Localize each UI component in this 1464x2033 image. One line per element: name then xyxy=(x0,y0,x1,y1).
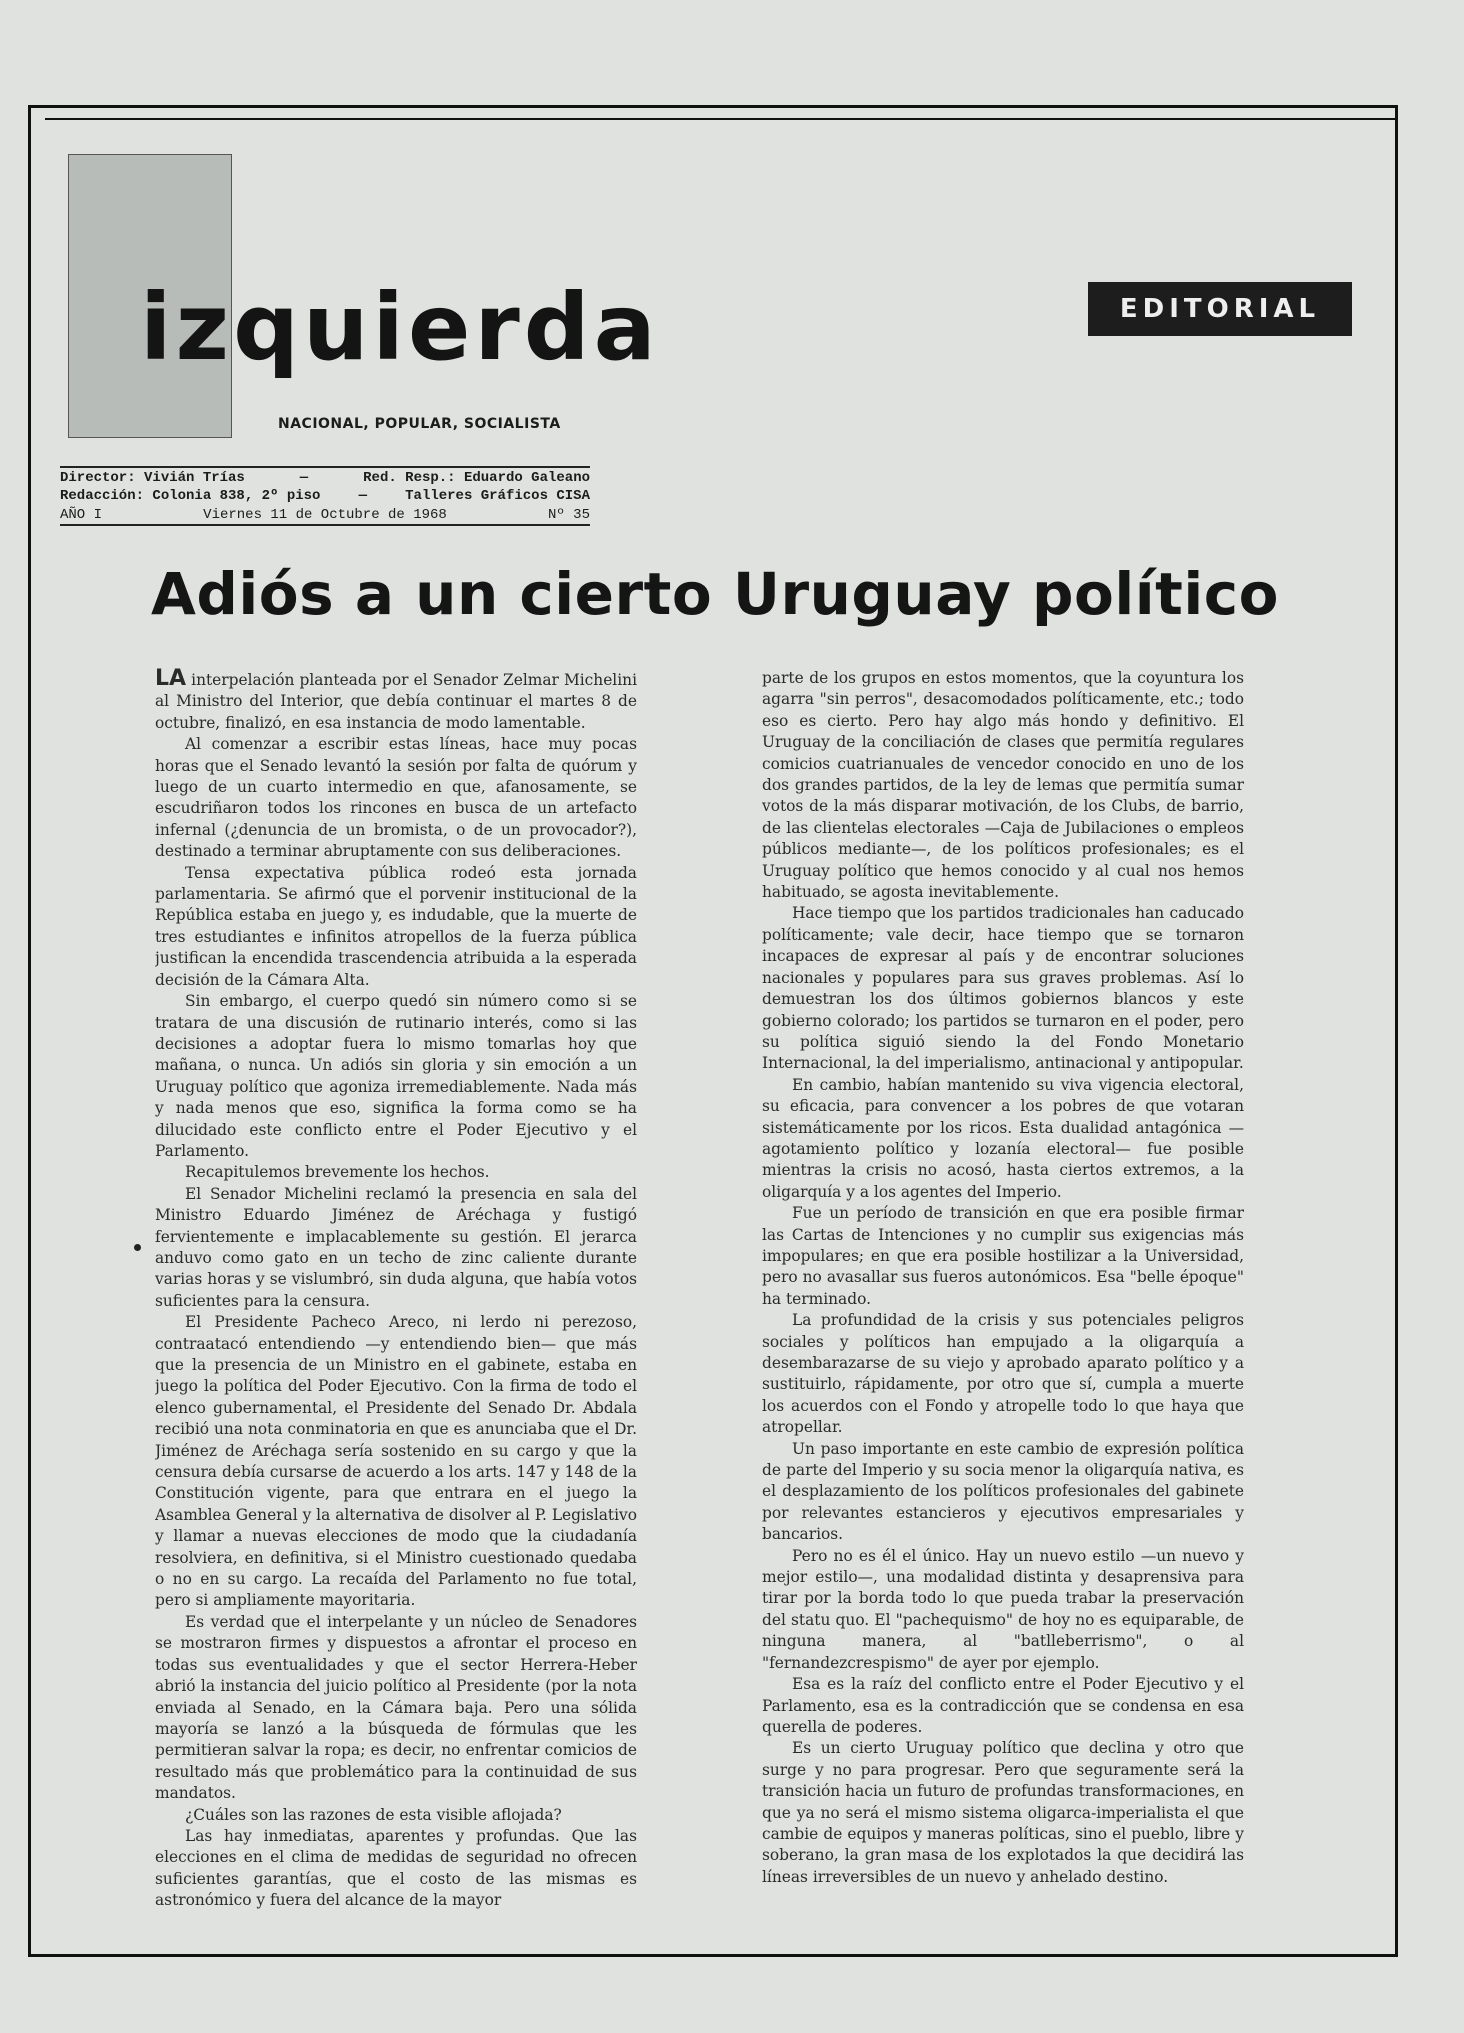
paragraph: En cambio, habían mantenido su viva vigencia electoral, su eficacia, para convencer a los pobres de que votaran sistemáticamente por los ricos. Esta dualidad antagónica —agotamiento político y lozanía electoral— fue posible mientras la crisis no acosó, hasta ciertos extremos, a la oligarquía y a los agentes del Imperio. xyxy=(762,1075,1244,1201)
article-column-right xyxy=(762,668,1244,1918)
paragraph: La profundidad de la crisis y sus potenciales peligros sociales y políticos han empujado a la oligarquía a desembarazarse de su viejo y aprobado aparato político y a sustituirlo, rápidamente, por otro que sí, cumpla a muerte los acuerdos con el Fondo y atropelle todo lo que haya que atropellar. xyxy=(762,1311,1244,1437)
info-line-3 xyxy=(60,507,590,526)
paragraph: Sin embargo, el cuerpo quedó sin número como si se tratara de una discusión de rutinario interés, como si las decisiones a adoptar fuera lo mismo tomarlas hoy que mañana, o nunca. Un adiós sin gloria y sin emoción a un Uruguay político que agoniza irremediablemente. Nada más y nada menos que eso, significa la forma como se ha dilucidado este conflicto entre el Poder Ejecutivo y el Parlamento. xyxy=(155,992,637,1160)
separator: — xyxy=(299,470,309,486)
paragraph: Esa es la raíz del conflicto entre el Poder Ejecutivo y el Parlamento, esa es la contradicción que se condensa en esa querella de poderes. xyxy=(762,1675,1244,1736)
paragraph: parte de los grupos en estos momentos, que la coyuntura los agarra "sin perros", desacomodados políticamente, etc.; todo eso es cierto. Pero hay algo más hondo y definitivo. El Uruguay de la conciliación de clases que permitía regulares comicios cuatrianuales de vencedor conocido en uno de los dos grandes partidos, de la ley de lemas que permitía sumar votos de la más disparar motivación, de los Clubs, de barrio, de las clientelas electorales —Caja de Jubilaciones o empleos públicos mediante—, de los políticos profesionales; es el Uruguay político que hemos conocido y al cual nos hemos habituado, se agosta inevitablemente. xyxy=(762,669,1244,902)
headline: Adiós a un cierto Uruguay político xyxy=(150,560,1280,628)
drop-cap: LA xyxy=(155,668,187,691)
talleres: Talleres Gráficos CISA xyxy=(405,488,590,504)
info-line-2 xyxy=(60,488,590,504)
separator: — xyxy=(358,488,367,504)
paragraph: Un paso importante en este cambio de expresión política de parte del Imperio y su socia menor la oligarquía nativa, es el desplazamiento de los políticos profesionales del gabinete por relevantes estancieros y ejecutivos empresariales y bancarios. xyxy=(762,1439,1244,1544)
paragraph: El Presidente Pacheco Areco, ni lerdo ni perezoso, contraatacó entendiendo —y entendiendo bien— que más que la presencia de un Ministro en el gabinete, estaba en juego la política del Poder Ejecutivo. Con la firma de todo el elenco gubernamental, el Presidente del Senado Dr. Abdala recibió una nota conminatoria en que es anunciaba que el Dr. Jiménez de Aréchaga sería sostenido en su cargo y que la censura debía cursarse de acuerdo a los arts. 147 y 148 de la Constitución vigente, para que entrara en el juego la Asamblea General y la alternativa de disolver al P. Legislativo y llamar a nuevas elecciones de modo que la ciudadanía resolviera, en definitiva, si el Ministro cuestionado quedaba o no en su cargo. La recaída del Parlamento no fue total, pero si ampliamente mayoritaria. xyxy=(155,1313,637,1610)
ano: AÑO I xyxy=(60,507,103,523)
paragraph: Recapitulemos brevemente los hechos. xyxy=(185,1163,490,1182)
paragraph xyxy=(155,668,637,734)
paragraph: Las hay inmediatas, aparentes y profundas. Que las elecciones en el clima de medidas de seguridad no ofrecen suficientes garantías, que el costo de las mismas es astronómico y fuera del alcance de la mayor xyxy=(155,1826,637,1910)
masthead-title: izquierda xyxy=(140,274,660,381)
director: Director: Vivián Trías xyxy=(60,470,245,486)
paragraph-text: interpelación planteada por el Senador Zelmar Michelini al Ministro del Interior, que debía continuar el martes 8 de octubre, finalizó, en esa instancia de modo lamentable. xyxy=(155,671,637,732)
paragraph: Es verdad que el interpelante y un núcleo de Senadores se mostraron firmes y dispuestos a afrontar el proceso en todas sus eventualidades y que el sector Herrera-Heber abrió la instancia del juicio político al Presidente (por la nota enviada al Senado, en la Cámara baja. Pero una sólida mayoría se lanzó a la búsqueda de fórmulas que les permitieran salvar la ropa; es decir, no enfrentar comicios de resultado más que problemático para la continuidad de sus mandatos. xyxy=(155,1612,637,1803)
paragraph: Es un cierto Uruguay político que declina y otro que surge y no para progresar. Pero que seguramente será la transición hacia un futuro de profundas transformaciones, en que ya no será el mismo sistema oligarca-imperialista el que cambie de equipos y maneras políticas, sino el pueblo, libre y soberano, la gran masa de los explotados la que decidirá las líneas irreversibles de un nuevo y anhelado destino. xyxy=(762,1739,1244,1886)
paragraph: Pero no es él el único. Hay un nuevo estilo —un nuevo y mejor estilo—, una modalidad distinta y desaprensiva para tirar por la borda todo lo que pueda trabar la preservación del statu quo. El "pachequismo" de hoy no es equiparable, de ninguna manera, al "batlleberrismo", o al "fernandezcrespismo" de ayer por ejemplo. xyxy=(762,1546,1244,1672)
fecha: Viernes 11 de Octubre de 1968 xyxy=(203,507,447,523)
red-resp: Red. Resp.: Eduardo Galeano xyxy=(363,470,590,486)
paragraph: Fue un período de transición en que era posible firmar las Cartas de Intenciones y no cumplir sus exigencias más impopulares; en que era posible hostilizar a la Universidad, pero no avasallar sus fueros autonómicos. Esa "belle époque" ha terminado. xyxy=(762,1204,1244,1308)
paragraph: Al comenzar a escribir estas líneas, hace muy pocas horas que el Senado levantó la sesión por falta de quórum y luego de un cuarto intermedio en que, afanosamente, se escudriñaron todos los rincones en busca de un artefacto infernal (¿denuncia de un bromista, o de un provocador?), destinado a terminar abruptamente con sus deliberaciones. xyxy=(155,735,637,861)
editorial-badge: EDITORIAL xyxy=(1088,282,1352,336)
article-column-left xyxy=(155,668,637,1918)
redaccion: Redacción: Colonia 838, 2º piso xyxy=(60,488,321,504)
top-rule xyxy=(45,118,1398,120)
bullet-mark xyxy=(134,1244,141,1251)
masthead-tagline: NACIONAL, POPULAR, SOCIALISTA xyxy=(278,416,561,432)
paragraph: ¿Cuáles son las razones de esta visible aflojada? xyxy=(185,1805,562,1824)
numero: Nº 35 xyxy=(547,507,590,523)
paragraph: El Senador Michelini reclamó la presencia en sala del Ministro Eduardo Jiménez de Aréchaga y fustigó fervientemente e implacablemente su gestión. El jerarca anduvo como gato en un techo de zinc caliente durante varias horas y se vislumbró, sin duda alguna, que había votos suficientes para la censura. xyxy=(155,1184,637,1310)
paragraph: Tensa expectativa pública rodeó esta jornada parlamentaria. Se afirmó que el porvenir institucional de la República estaba en juego y, es indudable, que la muerte de tres estudiantes e infinitos atropellos de la fuerza pública justifican la encendida trascendencia atribuida a la esperada decisión de la Cámara Alta. xyxy=(155,863,637,989)
paragraph: Hace tiempo que los partidos tradicionales han caducado políticamente; vale decir, hace tiempo que se tornaron incapaces de expresar al país y de encontrar soluciones nacionales y populares para sus graves problemas. Así lo demuestran los dos últimos gobiernos blancos y este gobierno colorado; los partidos se turnaron en el poder, pero su política siguió siendo la del Fondo Monetario Internacional, la del imperialismo, antinacional y antipopular. xyxy=(762,904,1244,1073)
info-line-1 xyxy=(60,466,590,486)
